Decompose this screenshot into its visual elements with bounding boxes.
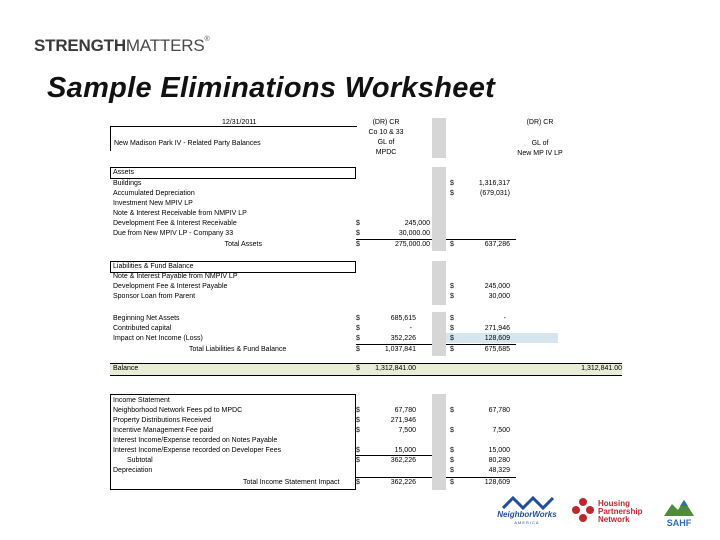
hpn-line1: Housing	[598, 499, 630, 508]
neighborworks-logo	[497, 494, 557, 530]
currency: $	[450, 293, 454, 300]
liabilities-heading: Liabilities & Fund Balance	[113, 263, 194, 270]
col2-income-nn-fees: 67,780	[488, 407, 510, 414]
col2-header-3: New MP IV LP	[517, 150, 563, 157]
equity-row-contributed: Contributed capital	[113, 325, 172, 332]
col2-income-incentive: 7,500	[492, 427, 510, 434]
page-title: Sample Eliminations Worksheet	[47, 72, 496, 104]
col1-dev-fee: 245,000	[404, 220, 430, 227]
asset-row-note-receivable: Note & Interest Receivable from NMPIV LP	[113, 210, 247, 217]
hpn-mark-icon	[570, 494, 596, 528]
asset-row-accum-dep: Accumulated Depreciation	[113, 190, 195, 197]
hpn-line2: Partnership	[598, 507, 643, 516]
partner-logos	[0, 492, 720, 540]
hpn-line3: Network	[598, 515, 630, 524]
sahf-mark-icon	[662, 494, 696, 520]
col2-assets-rule	[446, 239, 516, 240]
col2-income-subtotal: 80,280	[488, 457, 510, 464]
currency: $	[356, 417, 360, 424]
currency: $	[450, 315, 454, 322]
income-row-depreciation: Depreciation	[113, 467, 153, 474]
col2-buildings: 1,316,317	[478, 180, 510, 187]
col1-income-nn-fees: 67,780	[394, 407, 416, 414]
income-shade	[432, 394, 446, 490]
equity-shade	[432, 312, 446, 356]
col1-header-3: GL of	[377, 139, 395, 146]
col1-income-distributions: 271,946	[390, 417, 416, 424]
currency: $	[450, 335, 454, 342]
header-left-edge	[110, 126, 111, 151]
asset-row-buildings: Buildings	[113, 180, 142, 187]
neighborworks-name: NeighborWorks	[497, 510, 557, 519]
balance-label: Balance	[113, 365, 139, 372]
currency: $	[356, 457, 360, 464]
income-row-distributions: Property Distributions Received	[113, 417, 212, 424]
col1-equity-contributed: -	[409, 325, 412, 332]
income-row-int-notes: Interest Income/Expense recorded on Notes Payable	[113, 437, 278, 444]
currency: $	[450, 241, 454, 248]
currency: $	[450, 467, 454, 474]
col2-liab-sponsor: 30,000	[488, 293, 510, 300]
currency: $	[356, 230, 360, 237]
col1-balance: 1,312,841.00	[375, 365, 416, 372]
currency: $	[450, 457, 454, 464]
col2-equity-beginning: -	[503, 315, 506, 322]
income-row-subtotal: Subtotal	[127, 457, 153, 464]
col2-accum-dep: (679,031)	[480, 190, 510, 197]
income-total-label: Total Income Statement Impact	[243, 479, 340, 486]
col2-income-int-dev: 15,000	[488, 447, 510, 454]
col1-assets-total: 275,000.00	[394, 241, 430, 248]
col1-due-from: 30,000.00	[398, 230, 430, 237]
hpn-logo	[570, 494, 650, 530]
worksheet-date: 12/31/2011	[222, 119, 257, 126]
col1-equity-rule	[356, 344, 432, 345]
col2-balance: 1,312,841.00	[581, 365, 622, 372]
asset-row-due-from: Due from New MPIV LP - Company 33	[113, 230, 234, 237]
col2-income-depreciation: 48,329	[488, 467, 510, 474]
currency: $	[450, 283, 454, 290]
col2-income-total-rule	[446, 477, 516, 478]
assets-heading: Assets	[113, 169, 135, 176]
assets-total-label: Total Assets	[224, 241, 262, 248]
strengthmatters-logo: STRENGTHMATTERS®	[34, 36, 210, 55]
currency: $	[356, 346, 360, 353]
col1-subtotal-rule	[356, 455, 432, 456]
currency: $	[450, 427, 454, 434]
currency: $	[356, 315, 360, 322]
sahf-name: SAHF	[666, 518, 692, 528]
liab-row-dev-fee: Development Fee & Interest Payable	[113, 283, 228, 290]
assets-shade	[432, 167, 446, 251]
col1-header-4: MPDC	[375, 149, 397, 156]
currency: $	[450, 346, 454, 353]
col1-equity-total: 1,037,841	[384, 346, 416, 353]
asset-row-dev-fee: Development Fee & Interest Receivable	[113, 220, 237, 227]
income-heading: Income Statement	[113, 397, 170, 404]
col1-assets-rule	[356, 239, 432, 240]
liab-row-note: Note & Interest Payable from NMPIV LP	[113, 273, 238, 280]
income-row-nn-fees: Neighborhood Network Fees pd to MPDC	[113, 407, 243, 414]
currency: $	[356, 335, 360, 342]
worksheet-entity: New Madison Park IV - Related Party Balances	[114, 140, 261, 147]
income-row-int-dev: Interest Income/Expense recorded on Developer Fees	[113, 447, 282, 454]
currency: $	[356, 220, 360, 227]
currency: $	[450, 479, 454, 486]
col2-equity-rule	[446, 344, 516, 345]
sahf-logo	[662, 494, 696, 530]
liabilities-shade	[432, 261, 446, 305]
currency: $	[450, 190, 454, 197]
currency: $	[356, 325, 360, 332]
income-row-incentive: Incentive Management Fee paid	[113, 427, 214, 434]
equity-total-label: Total Liabilities & Fund Balance	[189, 346, 287, 353]
col2-header-1: (DR) CR	[526, 119, 554, 126]
currency: $	[450, 447, 454, 454]
col1-header-2: Co 10 & 33	[368, 129, 404, 136]
header-line	[110, 126, 357, 127]
currency: $	[356, 241, 360, 248]
liab-row-sponsor: Sponsor Loan from Parent	[113, 293, 196, 300]
assets-heading-box	[110, 167, 356, 179]
col1-equity-impact: 352,226	[390, 335, 416, 342]
currency: $	[356, 427, 360, 434]
col2-liab-dev-fee: 245,000	[484, 283, 510, 290]
neighborworks-sub: AMERICA	[514, 520, 540, 525]
balance-bottom-rule	[110, 375, 622, 376]
col1-header-1: (DR) CR	[372, 119, 400, 126]
col2-header-2: GL of	[531, 140, 549, 147]
currency: $	[356, 407, 360, 414]
col1-income-total: 362,226	[390, 479, 416, 486]
currency: $	[450, 180, 454, 187]
equity-row-impact: Impact on Net Income (Loss)	[113, 335, 203, 342]
currency: $	[450, 325, 454, 332]
col2-equity-total: 675,685	[484, 346, 510, 353]
col1-equity-beginning: 685,615	[390, 315, 416, 322]
col2-equity-contributed: 271,946	[484, 325, 510, 332]
col1-income-total-rule	[356, 477, 432, 478]
currency: $	[356, 447, 360, 454]
col1-income-incentive: 7,500	[398, 427, 416, 434]
currency: $	[356, 479, 360, 486]
col2-income-total: 128,609	[484, 479, 510, 486]
currency: $	[450, 407, 454, 414]
equity-row-beginning: Beginning Net Assets	[113, 315, 180, 322]
currency: $	[356, 365, 360, 372]
col2-equity-impact: 128,609	[484, 335, 510, 342]
col1-income-subtotal: 362,226	[390, 457, 416, 464]
col1-income-int-dev: 15,000	[394, 447, 416, 454]
header-shade	[432, 118, 446, 158]
asset-row-investment: Investment New MPIV LP	[113, 200, 193, 207]
col2-assets-total: 637,286	[484, 241, 510, 248]
